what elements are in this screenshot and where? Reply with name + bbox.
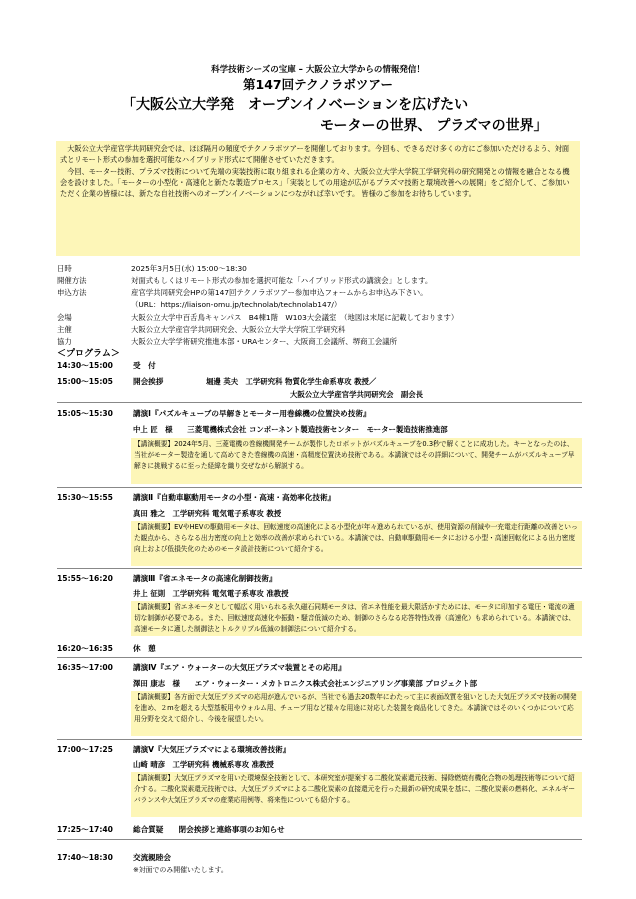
info-key: 協力 bbox=[57, 337, 72, 346]
lecture1-abstract bbox=[131, 438, 582, 484]
lecture3-abstract bbox=[131, 601, 582, 636]
program-heading: ＜プログラム＞ bbox=[57, 349, 120, 359]
intro-paragraph-1: 大阪公立大学産官学共同研究会では、ほぼ隔月の頻度でテクノラボツアーを開催しております。今回も、できるだけ多くの方にご参加いただけるよう、対面式とリモート形式の参加を選択可能なハイブリッド形式にて開催させていただきます。 bbox=[60, 144, 570, 165]
program-label: 受 付 bbox=[133, 361, 156, 370]
divider bbox=[57, 568, 582, 569]
main-title-line1: 「大阪公立大学発 オープンイノベーションを広げたい bbox=[122, 97, 469, 113]
info-url[interactable]: （URL：https://liaison-omu.jp/technolab/technolab147/） bbox=[131, 300, 342, 309]
program-time: 15:00～15:05 bbox=[57, 377, 113, 386]
intro-paragraph-2: 今回、モーター技術、プラズマ技術について先端の実装技術に取り組まれる企業の方々、大阪公立大学大学院工学研究科の研究開発との情報を融合となる機会を設けました。「モーターの小型化・高速化と新たな製造プロセス」「実装としての用途が広がるプラズマ技術と環境改善への展開」をご紹介して、ご参加いただく企業の皆様には、新たな自社技術へのオープンイノベーションにつながれば幸いです。 皆様のご参加をお待ちしています。 bbox=[60, 166, 570, 199]
program-label: 講演Ⅰ『パズルキューブの早解きとモーター用巻線機の位置決め技術』 bbox=[133, 409, 371, 418]
divider bbox=[57, 487, 582, 488]
intro-box bbox=[56, 141, 580, 256]
divider bbox=[57, 739, 582, 740]
info-value: 大阪公立大学中百舌鳥キャンパス B4棟1階 W103大会議室 （地図は末尾に記載しております） bbox=[131, 313, 459, 322]
program-label: 交流親睦会 bbox=[133, 853, 171, 862]
program-time: 17:00～17:25 bbox=[57, 745, 113, 754]
program-label: 休 憩 bbox=[133, 644, 156, 653]
abstract-text: 【講演概要】2024年5月、三菱電機の巻線機開発チームが製作したロボットがパズルキューブを0.3秒で解くことに成功した。キーとなったのは、当社がモーター製造を通して高めてきた巻線機の高速・高精度位置決め技術である。本講演ではその詳細について、開発チームがパズルキューブ早解きに挑戦するに至った経緯を織り交ぜながら解説する。 bbox=[134, 440, 575, 470]
info-value: 大阪公立大学産官学共同研究会、大阪公立大学大学院工学研究科 bbox=[131, 325, 346, 334]
program-time: 17:40～18:30 bbox=[57, 853, 113, 862]
info-key: 申込方法 bbox=[57, 288, 87, 297]
lecture2-abstract bbox=[131, 521, 582, 566]
lecture5-speaker: 山崎 晴彦 工学研究科 機械系専攻 准教授 bbox=[133, 760, 274, 769]
program-label: 講演Ⅲ『省エネモータの高速化制御技術』 bbox=[133, 574, 277, 583]
program-label: 総合質疑 閉会挨拶と連絡事項のお知らせ bbox=[133, 825, 285, 834]
divider bbox=[57, 657, 582, 658]
program-time: 16:35～17:00 bbox=[57, 663, 113, 672]
info-value: 対面式もしくはリモート形式の参加を選択可能な「ハイブリッド形式の講演会」とします。 bbox=[131, 276, 433, 285]
opening-speaker-affiliation: 大阪公立大学産官学共同研究会 副会長 bbox=[290, 390, 424, 399]
info-value: 大阪公立大学学術研究推進本部・URAセンター、大阪商工会議所、堺商工会議所 bbox=[131, 337, 397, 346]
info-value: 2025年3月5日(水) 15:00～18:30 bbox=[131, 264, 247, 273]
lecture1-speaker: 中上 匠 様 三菱電機株式会社 コンポーネント製造技術センター モーター製造技術推進部 bbox=[133, 425, 448, 434]
abstract-text: 【講演概要】各方面で大気圧プラズマの応用が進んでいるが、当社でも過去20数年にわたって主に表面改質を狙いとした大気圧プラズマ技術の開発を進め、２mを超える大型基板用やウォルム用、チューブ用など様々な用途に対応した装置を商品化してきた。本講演ではそのいくつかについて応用分野を交えて紹介し、今後を展望したい。 bbox=[134, 693, 577, 723]
program-label: 講演Ⅴ『大気圧プラズマによる環境改善技術』 bbox=[133, 745, 291, 754]
info-key: 日時 bbox=[57, 264, 72, 273]
info-key: 会場 bbox=[57, 313, 72, 322]
supertitle: 科学技術シーズの宝庫 – 大阪公立大学からの情報発信！ bbox=[211, 65, 425, 75]
program-time: 15:30～15:55 bbox=[57, 493, 113, 502]
program-label: 開会挨拶 bbox=[133, 377, 164, 386]
lecture3-speaker: 井上 征則 工学研究科 電気電子系専攻 准教授 bbox=[133, 589, 289, 598]
divider bbox=[57, 402, 582, 403]
program-label: 講演Ⅳ『エア・ウォーターの大気圧プラズマ装置とその応用』 bbox=[133, 663, 346, 672]
main-title-line2: モーターの世界、 プラズマの世界」 bbox=[320, 118, 548, 134]
program-time: 17:25～17:40 bbox=[57, 825, 113, 834]
info-value: 産官学共同研究会HPの第147回テクノラボツアー参加申込フォームからお申込み下さい。 bbox=[131, 288, 428, 297]
divider bbox=[57, 839, 582, 840]
program-time: 15:05～15:30 bbox=[57, 409, 113, 418]
lecture4-speaker: 澤田 康志 様 エア・ウォーター・メカトロニクス株式会社エンジニアリング事業部 プロジェクト部 bbox=[133, 679, 477, 688]
program-time: 15:55～16:20 bbox=[57, 574, 113, 583]
program-time: 16:20～16:35 bbox=[57, 644, 113, 653]
info-key: 開催方法 bbox=[57, 276, 87, 285]
lecture4-abstract bbox=[131, 691, 582, 736]
info-key: 主催 bbox=[57, 325, 72, 334]
abstract-text: 【講演概要】省エネモータとして幅広く用いられる永久磁石同期モータは、省エネ性能を最大限活かすためには、モータに印加する電圧・電流の適切な制御が必要である。また、回転速度高速化や振動・騒音低減のため、制御のさらなる応答特性改善（高速化）も求められている。本講演では、高速モータに適した制御法とトルクリプル低減の制御法について紹介する。 bbox=[134, 603, 576, 633]
networking-note: ※対面でのみ開催いたします。 bbox=[133, 866, 228, 874]
program-time: 14:30～15:00 bbox=[57, 361, 113, 370]
abstract-text: 【講演概要】EVやHEVの駆動用モータは、回転速度の高速化による小型化が年々進められているが、使用資源の削減や一充電走行距離の改善といった観点から、さらなる出力密度の向上と効率の改善が求められている。本講演では、自動車駆動用モータにおける小型・高速回転化による出力密度向上および低損失化のためのモータ設計技術について紹介する。 bbox=[134, 523, 578, 553]
abstract-text: 【講演概要】大気圧プラズマを用いた環境保全技術として、本研究室が提案する二酸化炭素還元技術、掃除燃焼有機化合物の処理技術等について紹介する。二酸化炭素還元技術では、大気圧プラズマによる二酸化炭素の直接還元を行った最新の研究成果を基に、二酸化炭素の燃料化、エネルギーバランスや大気圧プラズマの産業応用例等、将来性についても紹介する。 bbox=[134, 774, 576, 804]
lecture2-speaker: 真田 雅之 工学研究科 電気電子系専攻 教授 bbox=[133, 509, 282, 518]
tour-title: 第147回テクノラボツアー bbox=[243, 77, 393, 92]
lecture5-abstract bbox=[131, 772, 582, 817]
opening-speaker: 堀邊 英夫 工学研究科 物質化学生命系専攻 教授／ bbox=[206, 377, 377, 386]
program-label: 講演Ⅱ『自動車駆動用モータの小型・高速・高効率化技術』 bbox=[133, 493, 336, 502]
